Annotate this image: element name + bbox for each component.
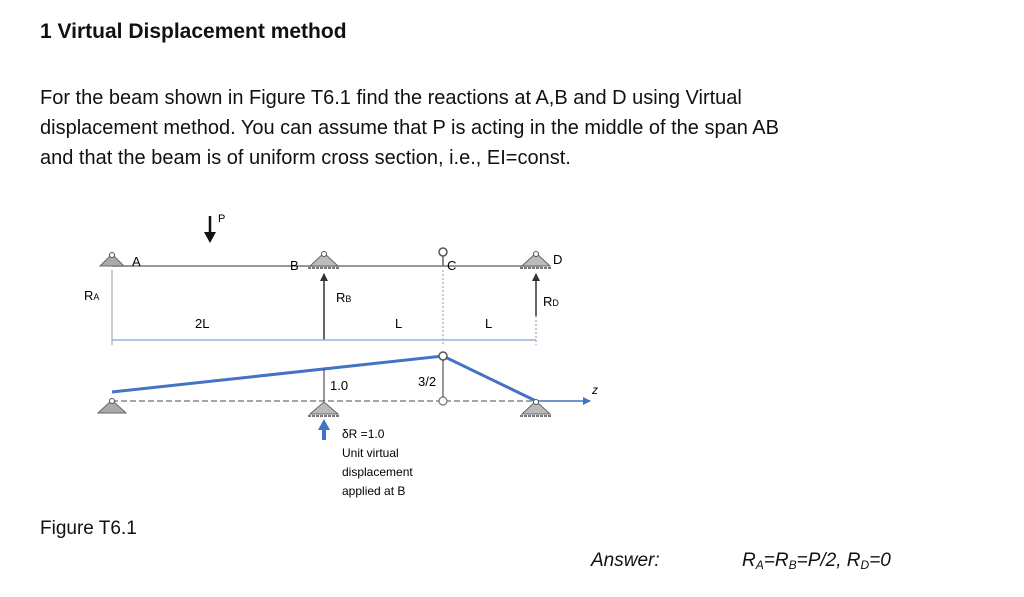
support-b-icon (308, 252, 340, 269)
lower-support-d-icon (520, 400, 552, 417)
virtual-displacement-arrow (318, 419, 330, 440)
virtual-displacement-note: δR =1.0 Unit virtual displacement applied at B (342, 427, 413, 498)
span-bc-label: L (395, 316, 403, 331)
displacement-b-label: 1.0 (330, 378, 349, 393)
reaction-b-label: RB (336, 290, 352, 305)
displacement-c-label: 3/2 (418, 374, 437, 389)
hinge-c-icon (439, 248, 447, 256)
load-p-arrow (204, 216, 216, 243)
support-b-label: B (290, 258, 299, 273)
support-d-icon (520, 252, 552, 269)
reaction-a-label: RA (84, 288, 100, 303)
answer-label: Answer: (591, 550, 660, 571)
section-heading: 1 Virtual Displacement method (40, 20, 347, 43)
reference-hinge-icon (439, 397, 447, 405)
load-p-label: P (218, 213, 226, 225)
support-a-label: A (132, 254, 141, 269)
lower-support-b-icon (308, 402, 340, 416)
z-axis-label: z (592, 383, 598, 397)
support-a-icon (100, 253, 124, 267)
hinge-c-label: C (447, 258, 457, 273)
reaction-d-label: RD (543, 294, 559, 309)
problem-line: For the beam shown in Figure T6.1 find the reactions at A,B and D using Virtual (40, 87, 742, 109)
displaced-hinge-icon (439, 352, 447, 360)
problem-line: displacement method. You can assume that P is acting in the middle of the span AB (40, 117, 779, 139)
span-ab-label: 2L (195, 316, 210, 331)
problem-line: and that the beam is of uniform cross section, i.e., EI=const. (40, 147, 571, 169)
answer-value: $R_A=R_B=P/2$, $R_D=0$ (742, 550, 891, 572)
figure-caption: Figure T6.1 (40, 518, 137, 539)
support-d-label: D (553, 252, 563, 267)
span-cd-label: L (485, 316, 493, 331)
